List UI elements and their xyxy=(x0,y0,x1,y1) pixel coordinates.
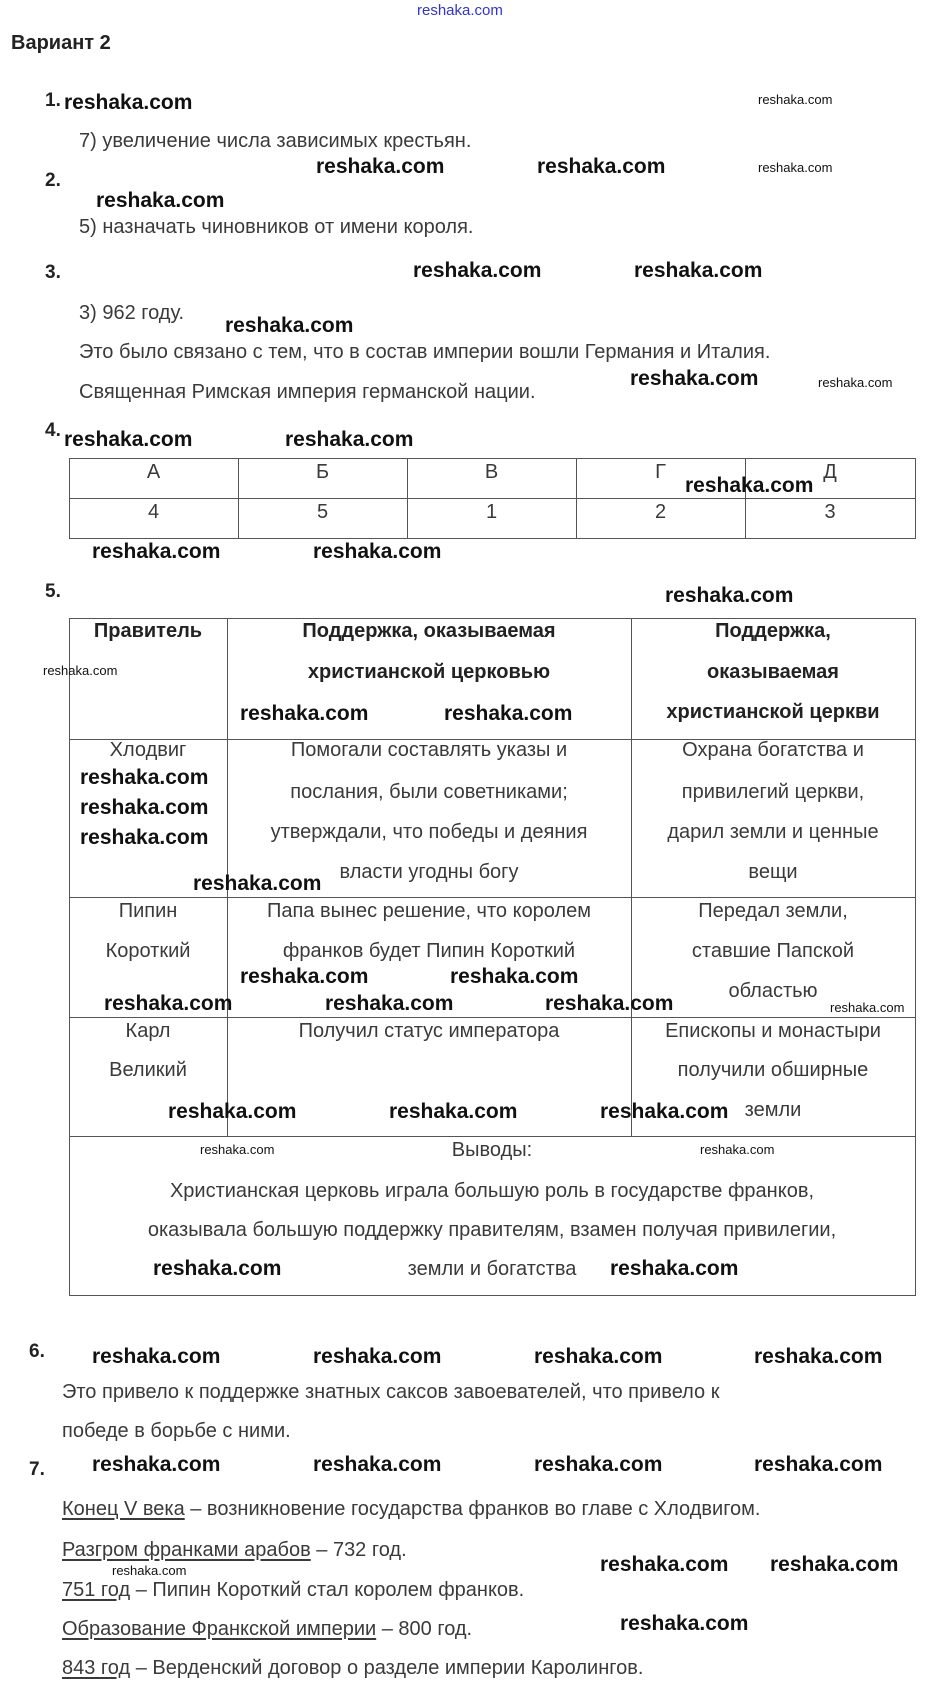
watermark: reshaka.com xyxy=(700,1142,775,1157)
watermark: reshaka.com xyxy=(685,474,814,497)
table-cell: власти угодны богу xyxy=(339,861,519,883)
watermark: reshaka.com xyxy=(818,375,893,390)
column-header-support-of-church: Поддержка, xyxy=(715,620,831,642)
table-header: Д xyxy=(823,461,837,483)
table-cell: Получил статус императора xyxy=(298,1020,560,1042)
question-number-4: 4. xyxy=(45,420,61,441)
watermark: reshaka.com xyxy=(754,1453,883,1476)
timeline-item xyxy=(62,1617,472,1641)
table-cell: франков будет Пипин Короткий xyxy=(282,940,576,962)
watermark: reshaka.com xyxy=(200,1142,275,1157)
timeline-description: – Пипин Короткий стал королем франков. xyxy=(130,1579,525,1601)
table-cell: дарил земли и ценные xyxy=(667,821,879,843)
answer-6: победе в борьбе с ними. xyxy=(62,1420,291,1442)
table-cell: земли xyxy=(744,1099,802,1121)
watermark: reshaka.com xyxy=(600,1553,729,1576)
watermark: reshaka.com xyxy=(325,992,454,1015)
watermark: reshaka.com xyxy=(92,1453,221,1476)
table-cell: Передал земли, xyxy=(698,900,848,922)
table-cell: получили обширные xyxy=(677,1059,869,1081)
table-cell: 1 xyxy=(485,501,498,523)
timeline-term: 751 год xyxy=(62,1579,131,1601)
ruler-cell: Великий xyxy=(109,1059,187,1081)
column-header-church-support: Поддержка, оказываемая xyxy=(302,620,556,642)
watermark: reshaka.com xyxy=(285,428,414,451)
table-cell: 5 xyxy=(316,501,329,523)
ruler-cell: Хлодвиг xyxy=(109,739,187,761)
question-number-5: 5. xyxy=(45,581,61,602)
watermark: reshaka.com xyxy=(413,259,542,282)
watermark: reshaka.com xyxy=(112,1563,187,1578)
timeline-item xyxy=(62,1497,760,1521)
answer-6: Это привело к поддержке знатных саксов завоевателей, что привело к xyxy=(62,1381,720,1403)
timeline-term: Разгром франками арабов xyxy=(62,1539,311,1561)
watermark: reshaka.com xyxy=(104,992,233,1015)
watermark: reshaka.com xyxy=(80,766,209,789)
question-number-6: 6. xyxy=(29,1341,45,1362)
watermark: reshaka.com xyxy=(610,1257,739,1280)
ruler-cell: Короткий xyxy=(105,940,191,962)
watermark: reshaka.com xyxy=(758,92,833,107)
answer-1: 7) увеличение числа зависимых крестьян. xyxy=(79,130,472,152)
watermark: reshaka.com xyxy=(444,702,573,725)
table-cell: послания, были советниками; xyxy=(290,781,568,803)
watermark: reshaka.com xyxy=(64,91,193,114)
watermark: reshaka.com xyxy=(313,1453,442,1476)
answer-2: 5) назначать чиновников от имени короля. xyxy=(79,216,474,238)
conclusion-text: Христианская церковь играла большую роль в государстве франков, xyxy=(169,1180,815,1202)
table-header: В xyxy=(484,461,499,483)
watermark: reshaka.com xyxy=(630,367,759,390)
answer-3-explanation: Это было связано с тем, что в состав империи вошли Германия и Италия. xyxy=(79,341,771,363)
table-cell: привилегий церкви, xyxy=(681,781,865,803)
table-cell: Охрана богатства и xyxy=(682,739,864,761)
timeline-item xyxy=(62,1538,407,1562)
table-header: Б xyxy=(315,461,330,483)
column-header-support-of-church: оказываемая xyxy=(707,661,839,683)
watermark: reshaka.com xyxy=(96,189,225,212)
table-cell: 2 xyxy=(654,501,667,523)
column-header-ruler: Правитель xyxy=(93,620,203,642)
watermark: reshaka.com xyxy=(758,160,833,175)
timeline-description: – Верденский договор о разделе империи Каролингов. xyxy=(130,1657,644,1679)
watermark: reshaka.com xyxy=(64,428,193,451)
table-cell: вещи xyxy=(748,861,798,883)
answer-3-empire: Священная Римская империя германской нации. xyxy=(79,381,536,403)
watermark: reshaka.com xyxy=(620,1612,749,1635)
timeline-description: – 732 год. xyxy=(310,1539,407,1561)
watermark: reshaka.com xyxy=(313,540,442,563)
table-cell: утверждали, что победы и деяния xyxy=(270,821,588,843)
watermark: reshaka.com xyxy=(537,155,666,178)
watermark: reshaka.com xyxy=(92,1345,221,1368)
watermark: reshaka.com xyxy=(80,796,209,819)
table-cell: 4 xyxy=(147,501,160,523)
timeline-description: – возникновение государства франков во главе с Хлодвигом. xyxy=(184,1498,761,1520)
table-header: Г xyxy=(655,461,666,483)
watermark: reshaka.com xyxy=(545,992,674,1015)
watermark: reshaka.com xyxy=(168,1100,297,1123)
watermark: reshaka.com xyxy=(534,1345,663,1368)
watermark: reshaka.com xyxy=(534,1453,663,1476)
watermark: reshaka.com xyxy=(153,1257,282,1280)
question-number-7: 7. xyxy=(29,1459,45,1480)
table-cell: Папа вынес решение, что королем xyxy=(266,900,592,922)
top-watermark: reshaka.com xyxy=(417,2,503,19)
column-header-support-of-church: христианской церкви xyxy=(666,701,880,723)
watermark: reshaka.com xyxy=(770,1553,899,1576)
watermark: reshaka.com xyxy=(316,155,445,178)
conclusion-label: Выводы: xyxy=(451,1139,533,1161)
watermark: reshaka.com xyxy=(754,1345,883,1368)
table-header: А xyxy=(146,461,161,483)
timeline-term: 843 год xyxy=(62,1657,131,1679)
table-cell: Помогали составлять указы и xyxy=(290,739,568,761)
watermark: reshaka.com xyxy=(313,1345,442,1368)
table-cell: 3 xyxy=(824,501,836,523)
timeline-term: Образование Франкской империи xyxy=(62,1618,377,1640)
watermark: reshaka.com xyxy=(92,540,221,563)
watermark: reshaka.com xyxy=(600,1100,729,1123)
timeline-term: Конец V века xyxy=(62,1498,185,1520)
timeline-item xyxy=(62,1578,524,1602)
question-number-2: 2. xyxy=(45,170,61,191)
column-header-church-support: христианской церковью xyxy=(307,661,551,683)
question-number-3: 3. xyxy=(45,262,61,283)
table-cell: ставшие Папской xyxy=(691,940,855,962)
conclusion-text: земли и богатства xyxy=(407,1258,577,1280)
watermark: reshaka.com xyxy=(80,826,209,849)
timeline-description: – 800 год. xyxy=(376,1618,473,1640)
table-cell: областью xyxy=(728,980,818,1002)
question-number-1: 1. xyxy=(45,90,61,111)
watermark: reshaka.com xyxy=(450,965,579,988)
watermark: reshaka.com xyxy=(225,314,354,337)
table-cell: Епископы и монастыри xyxy=(665,1020,881,1042)
watermark: reshaka.com xyxy=(240,702,369,725)
timeline-item xyxy=(62,1656,643,1680)
ruler-cell: Пипин xyxy=(118,900,178,922)
watermark: reshaka.com xyxy=(830,1000,905,1015)
answer-3: 3) 962 году. xyxy=(79,302,185,324)
watermark: reshaka.com xyxy=(43,663,118,678)
page-title: Вариант 2 xyxy=(11,32,111,54)
ruler-cell: Карл xyxy=(125,1020,171,1042)
watermark: reshaka.com xyxy=(240,965,369,988)
watermark: reshaka.com xyxy=(634,259,763,282)
conclusion-text: оказывала большую поддержку правителям, взамен получая привилегии, xyxy=(147,1219,837,1241)
watermark: reshaka.com xyxy=(193,872,322,895)
watermark: reshaka.com xyxy=(665,584,794,607)
watermark: reshaka.com xyxy=(389,1100,518,1123)
